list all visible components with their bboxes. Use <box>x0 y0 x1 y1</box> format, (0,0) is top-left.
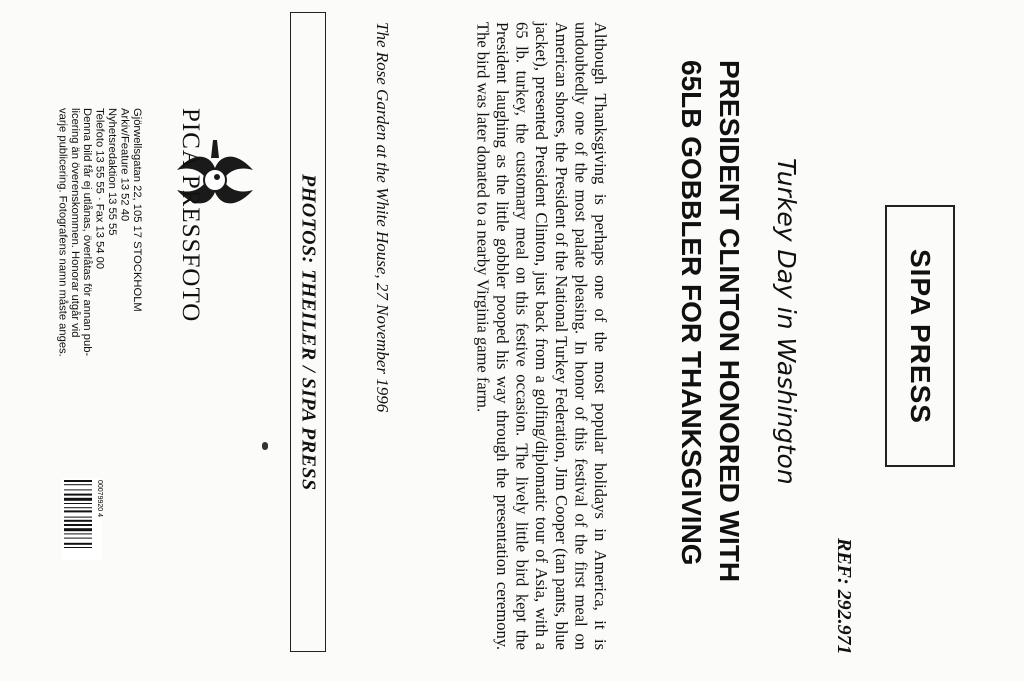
stamp-line: varje publicering. Fotografens namn måste anges. <box>56 108 69 357</box>
headline <box>672 60 748 582</box>
photo-caption: The Rose Garden at the White House, 27 November 1996 <box>373 22 392 413</box>
ink-speck <box>262 442 268 450</box>
stamp-line: Nyhetsredaktion 13 55 55 <box>106 108 119 236</box>
stamp-line: Denna bild får ej utlånas, överlåtas för annan pub- <box>81 108 94 357</box>
barcode-icon <box>62 478 102 560</box>
agency-name: SIPA PRESS <box>905 248 936 424</box>
stamp-line: Telefoto 13 55 55 · Fax 13 54 00 <box>93 108 106 270</box>
headline-line-1: PRESIDENT CLINTON HONORED WITH <box>714 60 745 583</box>
stamp-line: Gjörwellsgatan 22, 105 17 STOCKHOLM <box>130 108 143 312</box>
body-text: Although Thanksgiving is perhaps one of the most popular holidays in America, it is undoubtedly one of the most palate pleasing. In honor of this festival of the first meal on American shores, the President of the National Turkey Federation, Jim Cooper (tan pants, blue jacket), presented President Clinton, just back from a golfing/diplomatic tour of Asia, with a 65 lb. turkey, the customary meal on this festive occasion. The lively little bird kept the President laughing as the little gobbler pooped his way through the presentation ceremony. The bird was later donated to a nearby Virginia game farm. <box>473 22 610 650</box>
photo-credit-box <box>290 12 326 652</box>
stamp-agency-name: PICA PRESSFOTO <box>177 108 204 323</box>
stamp-contact-block <box>56 108 143 368</box>
agency-box <box>885 205 955 467</box>
kicker-title: Turkey Day in Washington <box>772 158 801 485</box>
photo-credit: PHOTOS: THEILER / SIPA PRESS <box>297 173 320 491</box>
stamp-line: Arkiv/Feature 13 52 40 <box>118 108 131 222</box>
stamp-line: licering än överenskommen. Honorar utgår vid <box>68 108 81 338</box>
barcode-number: 00079920 4 <box>96 480 103 517</box>
headline-line-2: 65LB GOBBLER FOR THANKSGIVING <box>676 60 707 566</box>
reference-number: REF: 292.971 <box>833 538 855 655</box>
